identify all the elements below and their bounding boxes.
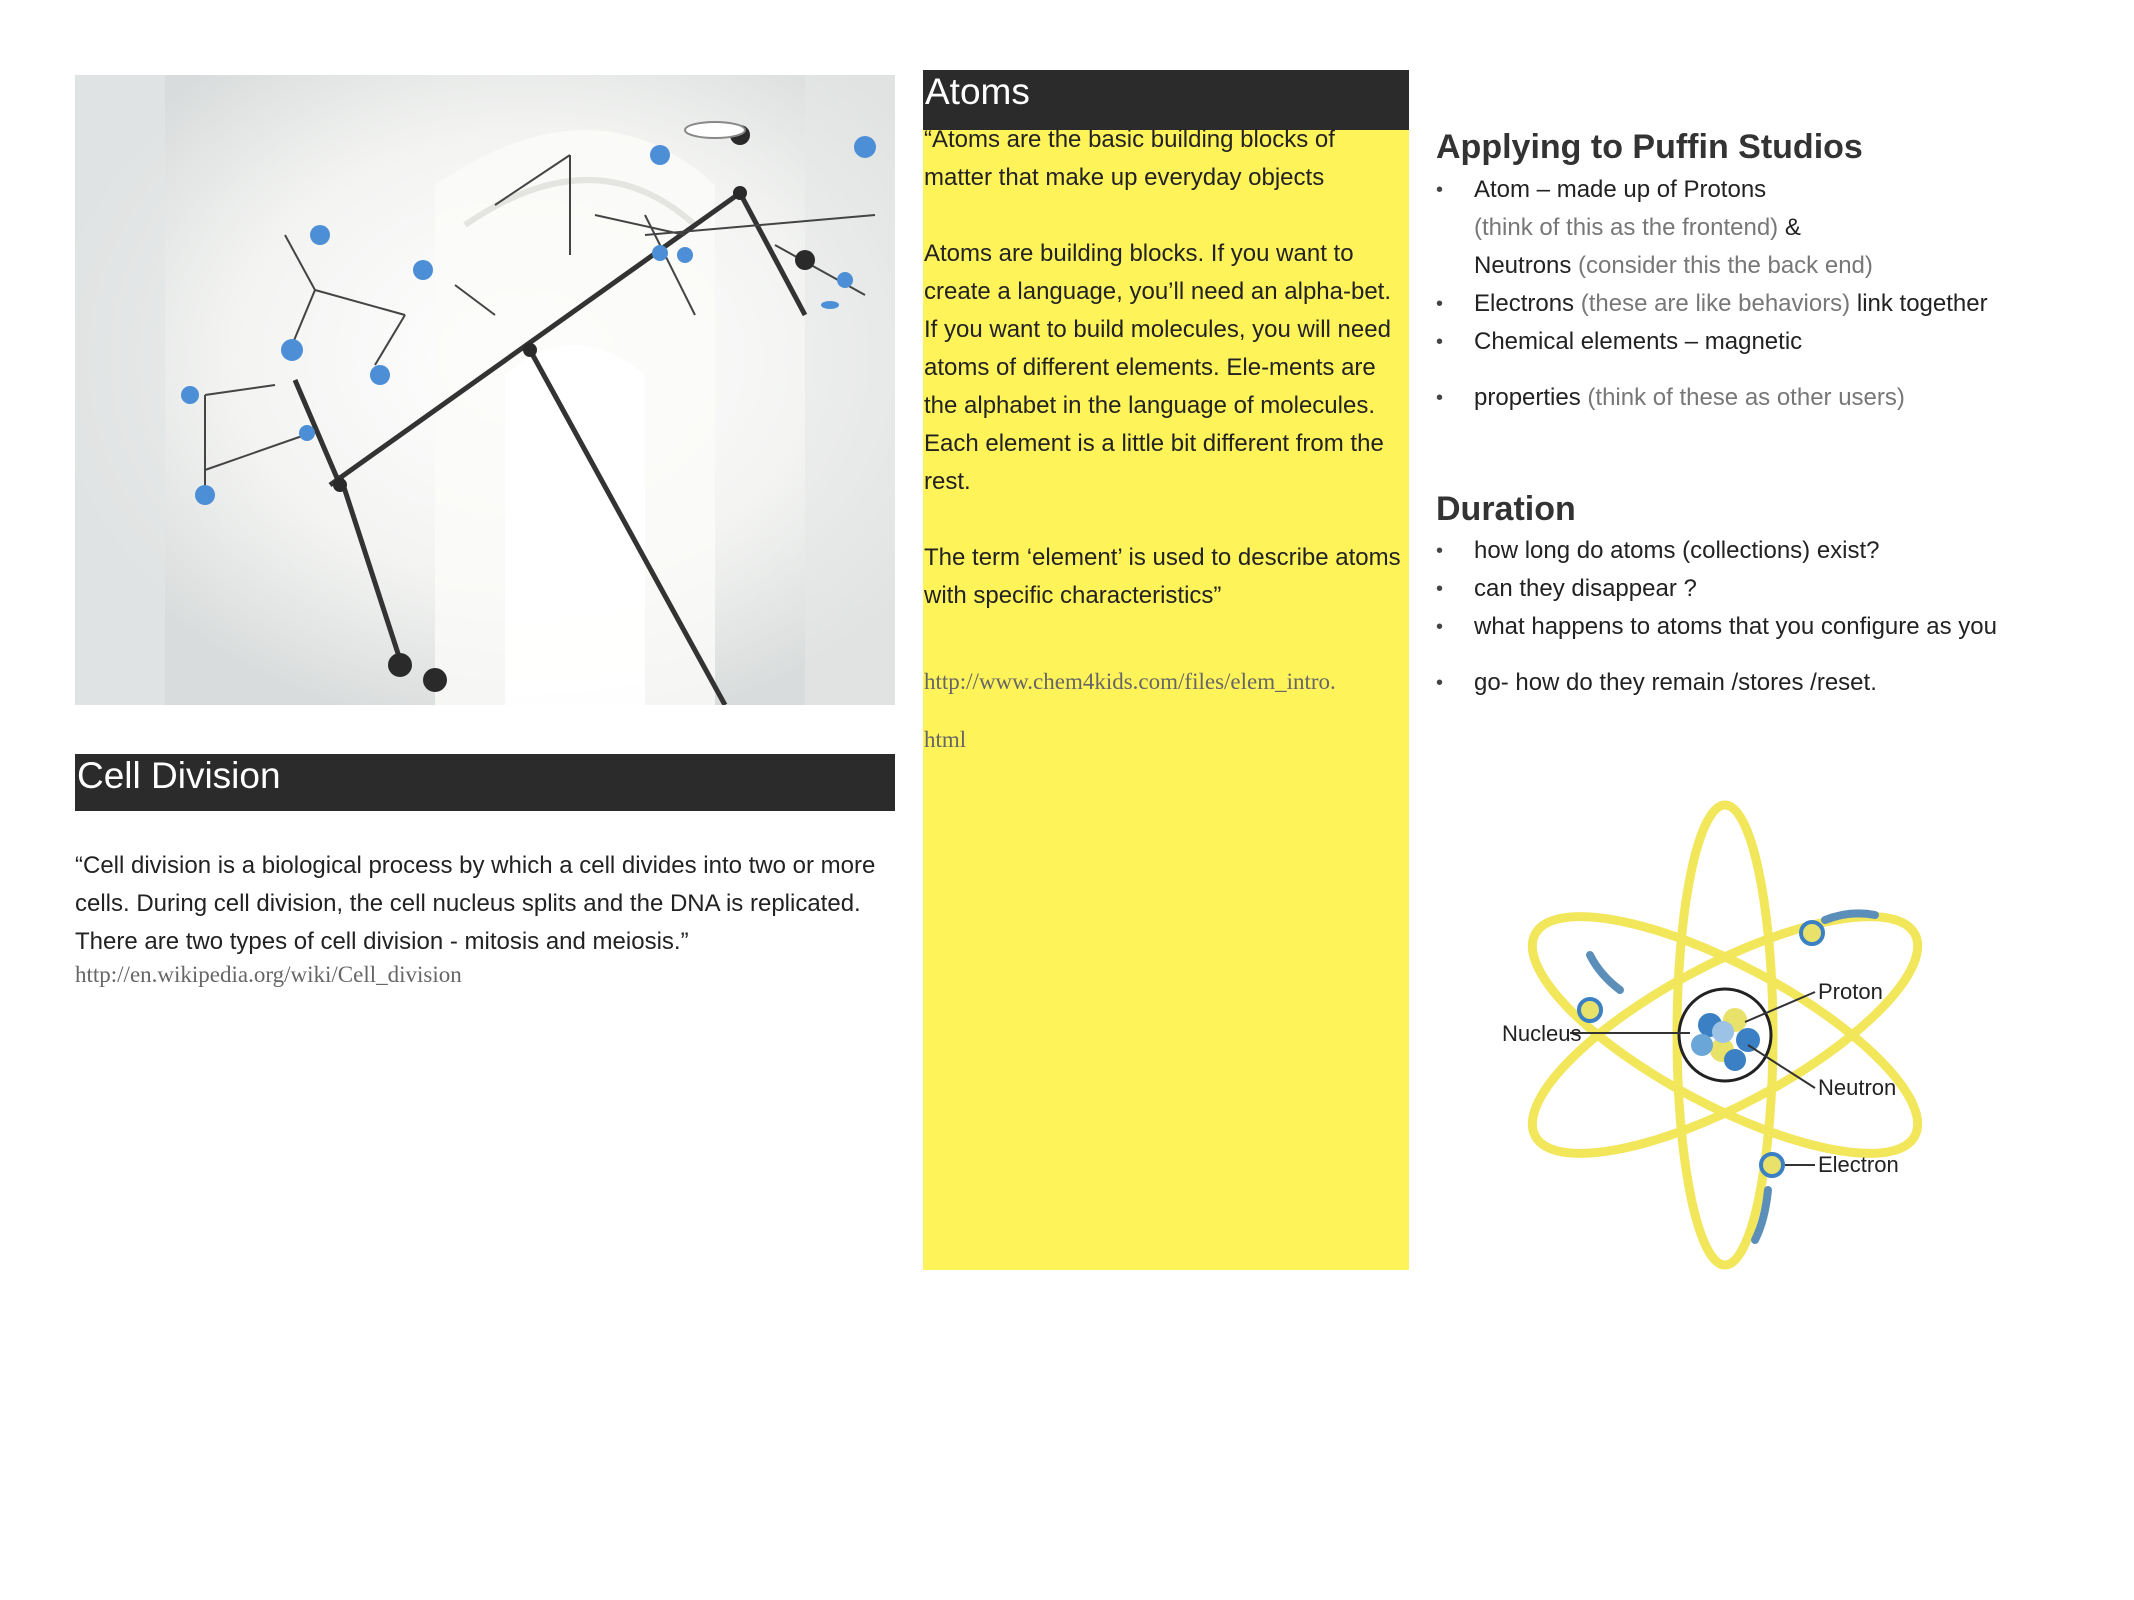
mobile-illustration [75, 75, 895, 705]
puffin-item-note: (consider this the back end) [1571, 252, 1873, 279]
atoms-paragraph: “Atoms are the basic building blocks of matter that make up everyday objects [924, 126, 1335, 191]
bullet-icon: • [1436, 331, 1444, 353]
nucleus-label: Nucleus [1502, 1021, 1582, 1046]
duration-list [1436, 532, 2126, 702]
list-item [1436, 171, 2116, 247]
list-item [1436, 570, 2126, 608]
puffin-item-note: (these are like behaviors) [1574, 290, 1851, 317]
atoms-title: Atoms [925, 71, 1030, 112]
list-item [1436, 323, 2116, 361]
atoms-source-line: http://www.chem4kids.com/files/elem_intro. [924, 669, 1336, 694]
cell-division-quote: “Cell division is a biological process by which a cell divides into two or more cells. During cell division, the cell nucleus splits and the DNA is replicated. There are two types of cell division - mitosis and meiosis.” [75, 852, 876, 955]
bullet-icon: • [1436, 179, 1444, 201]
puffin-list [1436, 171, 2116, 417]
cell-division-header [75, 754, 895, 811]
duration-heading: Duration [1436, 490, 1576, 528]
atoms-paragraph: Atoms are building blocks. If you want to create a language, you’ll need an alpha-bet. If you want to build molecules, you will need atoms of different elements. Ele-ments are the alphabet in the language of molecules. Each element is a little bit different from the rest. [924, 240, 1392, 495]
bullet-icon: • [1436, 672, 1444, 694]
puffin-heading: Applying to Puffin Studios [1436, 128, 1863, 166]
list-item [1436, 608, 2126, 646]
puffin-item-text: Electrons [1474, 290, 1575, 317]
duration-item-text: what happens to atoms that you configure as you [1474, 613, 1997, 640]
puffin-item-text: Atom – made up of Protons [1474, 176, 1767, 203]
list-item [1436, 247, 2116, 285]
bullet-icon: • [1436, 387, 1444, 409]
puffin-item-tail: link together [1850, 290, 1988, 317]
puffin-item-note: (think of these as other users) [1580, 384, 1905, 411]
list-item [1436, 664, 2126, 702]
cell-division-source: http://en.wikipedia.org/wiki/Cell_division [75, 962, 462, 987]
duration-item-text: go- how do they remain /stores /reset. [1474, 669, 1877, 696]
proton-label: Proton [1818, 979, 1883, 1004]
electron-label: Electron [1818, 1152, 1899, 1177]
atoms-text [924, 121, 1408, 615]
bullet-icon: • [1436, 293, 1444, 315]
cell-division-title: Cell Division [77, 755, 281, 796]
atoms-paragraph: The term ‘element’ is used to describe atoms with specific characteristics” [924, 544, 1401, 609]
duration-item-text: how long do atoms (collections) exist? [1474, 537, 1880, 564]
atom-mobile-photo [75, 75, 895, 705]
list-item [1436, 532, 2126, 570]
atom-diagram [1490, 800, 1960, 1270]
puffin-item-tail: & [1778, 214, 1801, 241]
electron [1801, 922, 1823, 944]
bullet-icon: • [1436, 578, 1444, 600]
atoms-source [924, 653, 1408, 769]
neutron-label: Neutron [1818, 1075, 1897, 1100]
bullet-icon: • [1436, 616, 1444, 638]
list-item [1436, 379, 2116, 417]
puffin-item-note: (think of this as the frontend) [1474, 214, 1779, 241]
atom-diagram-svg [1490, 800, 1960, 1270]
list-item [1436, 285, 2116, 323]
electron [1579, 999, 1601, 1021]
atoms-source-line: html [924, 727, 967, 752]
electron [1761, 1154, 1783, 1176]
puffin-item-text: Neutrons [1474, 252, 1572, 279]
bullet-icon: • [1436, 540, 1444, 562]
puffin-item-text: properties [1474, 384, 1581, 411]
puffin-item-text: Chemical elements – magnetic [1474, 328, 1803, 355]
duration-item-text: can they disappear ? [1474, 575, 1697, 602]
